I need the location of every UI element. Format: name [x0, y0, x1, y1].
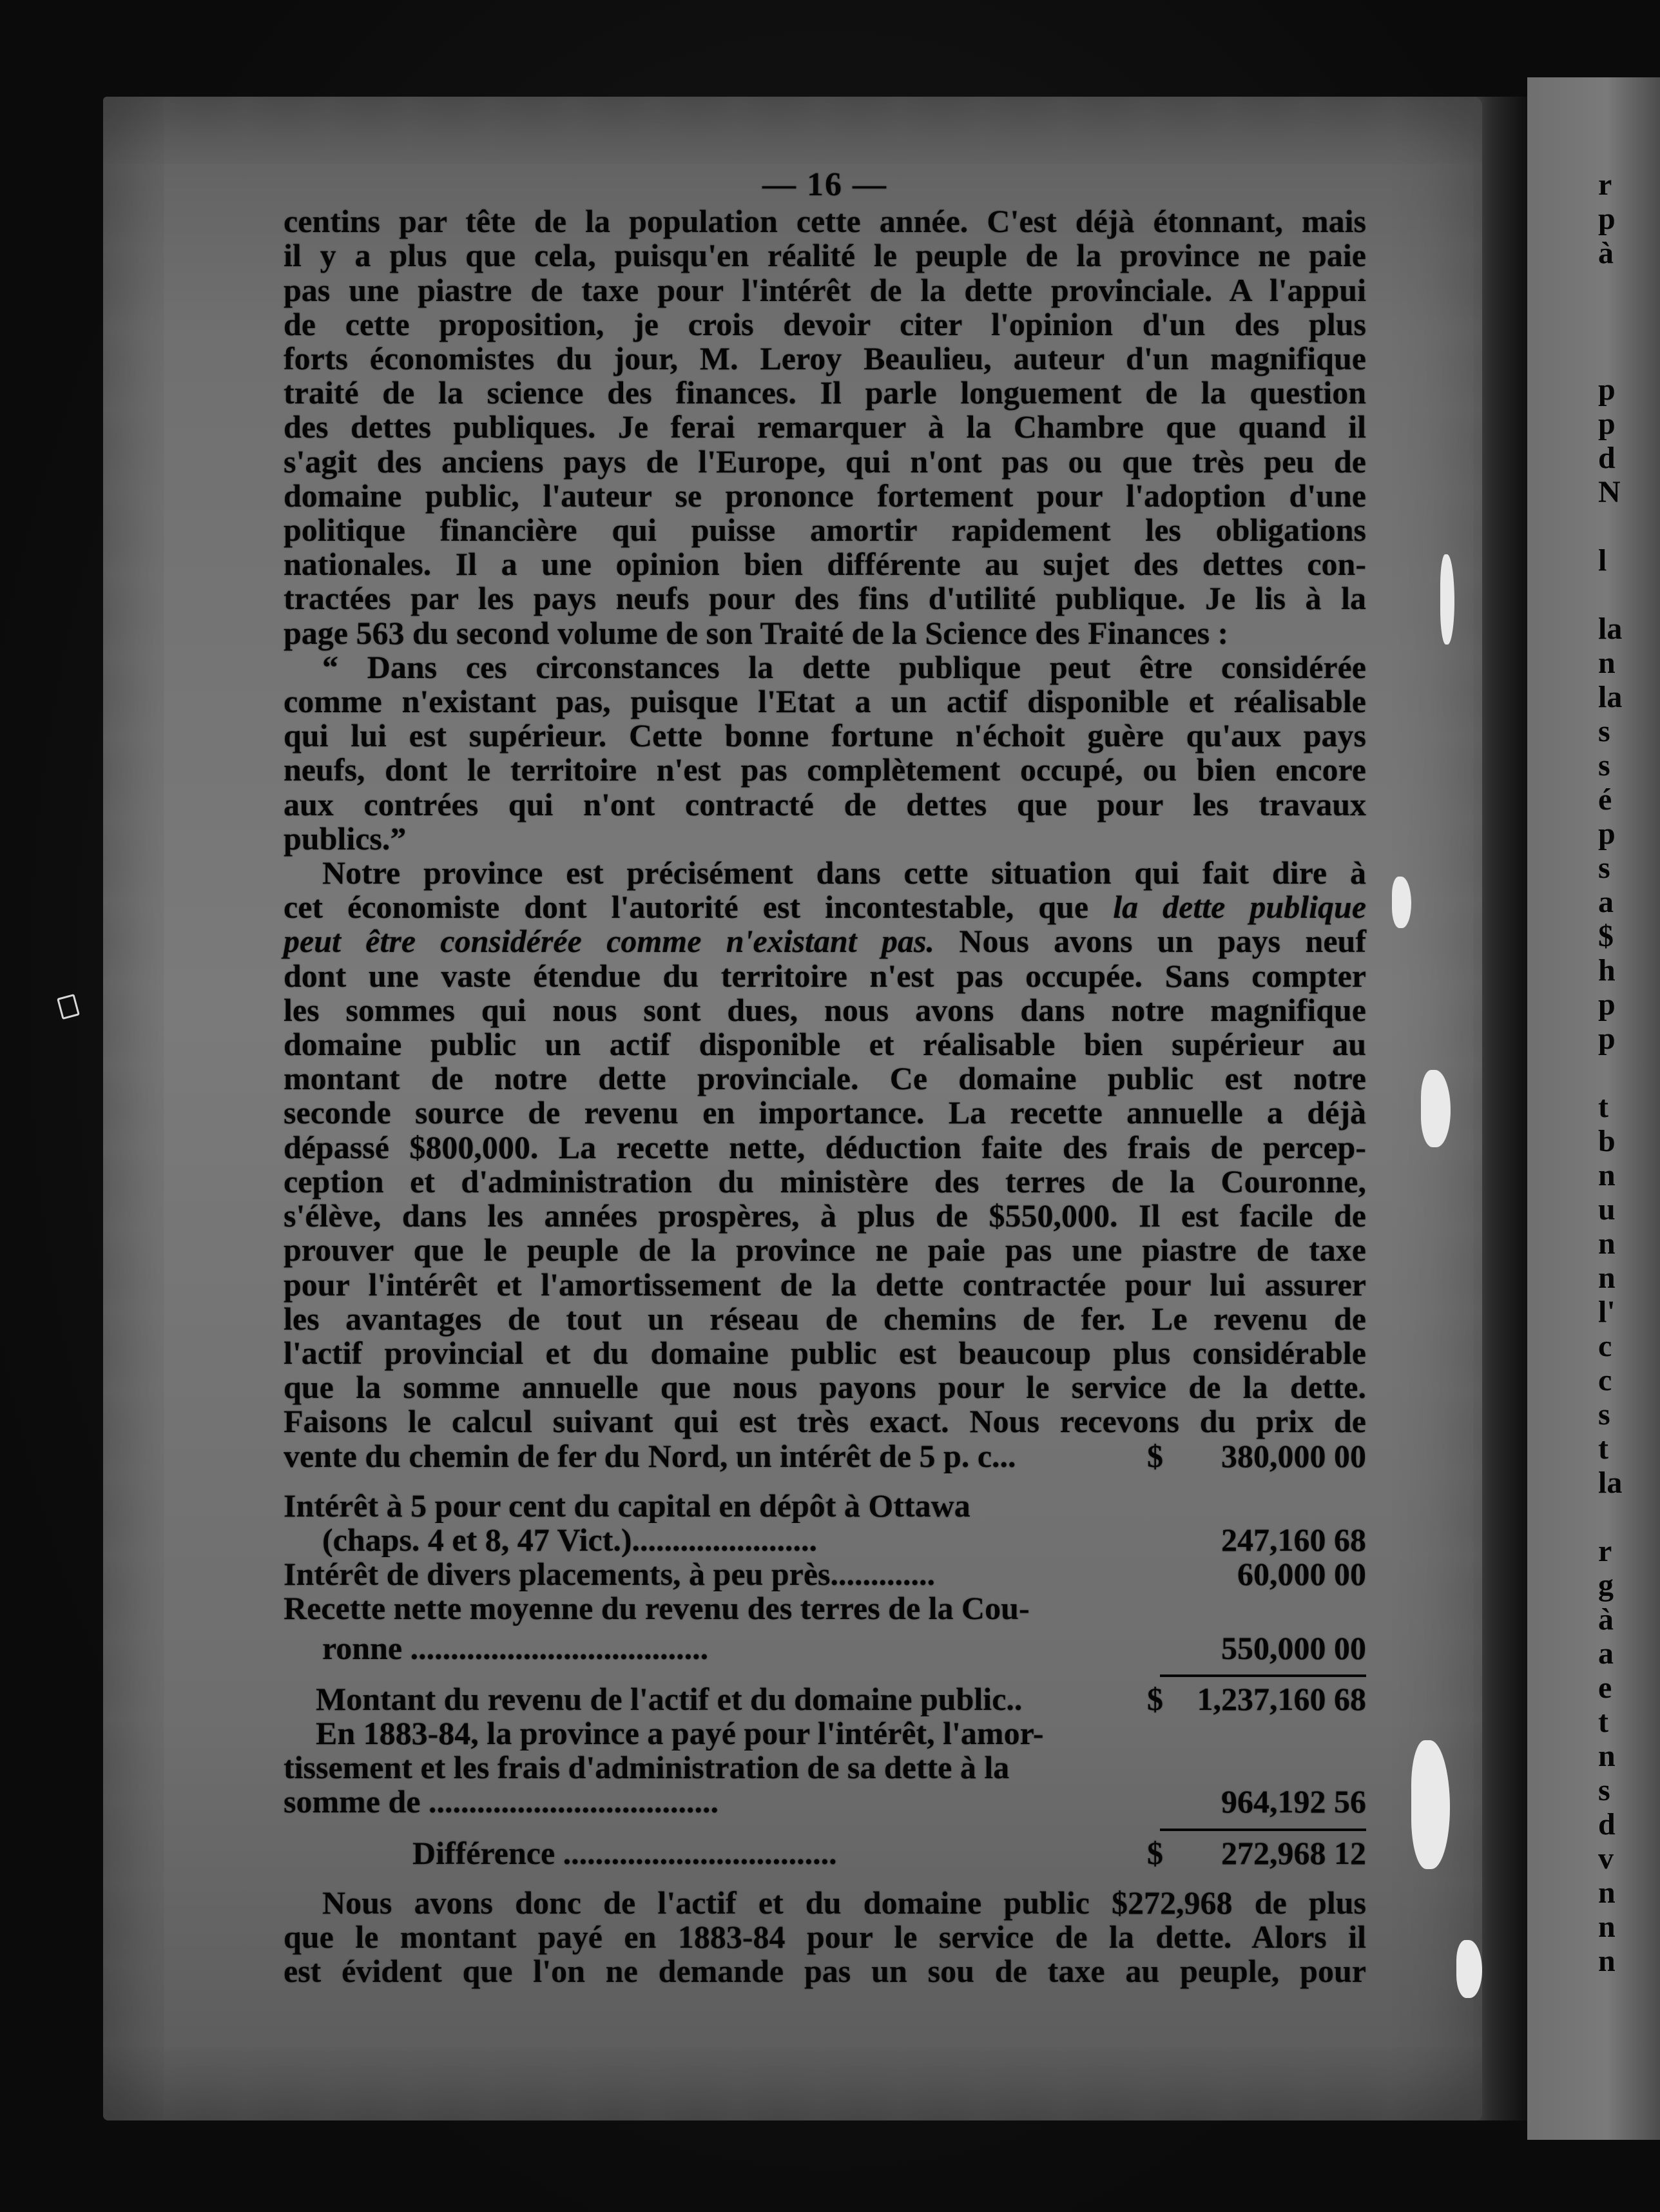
- facing-page-fragment: n: [1598, 1876, 1616, 1910]
- text-line: neufs, dont le territoire n'est pas complètement occupé, ou bien encore: [284, 752, 1366, 788]
- second-paragraph: [284, 856, 1366, 1439]
- facing-page-fragment: b: [1598, 1124, 1616, 1158]
- facing-page-fragment: d: [1598, 441, 1616, 475]
- facing-page-fragment: à: [1598, 1602, 1614, 1636]
- currency-sign: $: [1147, 1437, 1163, 1474]
- facing-page-fragment: n: [1598, 1910, 1616, 1944]
- row-amount: 964,192 56: [1221, 1783, 1366, 1820]
- text-line: que la somme annuelle que nous payons pour le service de la dette.: [284, 1369, 1366, 1406]
- facing-page-fragment: la: [1598, 612, 1623, 646]
- text-line: centins par tête de la population cette année. C'est déjà étonnant, mais: [284, 203, 1366, 240]
- row-label: En 1883-84, la province a payé pour l'intérêt, l'amor-: [316, 1716, 1044, 1751]
- facing-page-fragment: p: [1598, 373, 1616, 407]
- facing-page-fragment: n: [1598, 1261, 1616, 1295]
- facing-page-fragment: t: [1598, 1431, 1608, 1466]
- paper-damage: [1392, 877, 1411, 928]
- row-label: Intérêt de divers placements, à peu près.............: [284, 1557, 935, 1592]
- text-run: cet économiste dont l'autorité est incontestable, que: [284, 889, 1089, 926]
- paper-damage: [1456, 1940, 1482, 1998]
- row-label: tissement et les frais d'administration de sa dette à la: [284, 1751, 1010, 1785]
- facing-page-fragment: p: [1598, 1022, 1616, 1056]
- facing-page-fragment: n: [1598, 646, 1616, 680]
- facing-page-fragment: u: [1598, 1192, 1616, 1227]
- text-line: qui lui est supérieur. Cette bonne fortune n'échoit guère qu'aux pays: [284, 717, 1366, 754]
- text-line: ception et d'administration du ministère des terres de la Couronne,: [284, 1163, 1366, 1199]
- text-line: dépassé $800,000. La recette nette, déduction faite des frais de percep-: [284, 1129, 1366, 1165]
- facing-page-fragment: t: [1598, 1090, 1608, 1124]
- facing-page-fragment: e: [1598, 1671, 1612, 1705]
- text-line: s'agit des anciens pays de l'Europe, qui n'ont pas ou que très peu de: [284, 443, 1366, 480]
- facing-page-fragment: g: [1598, 1568, 1614, 1602]
- text-line: les avantages de tout un réseau de chemins de fer. Le revenu de: [284, 1300, 1366, 1337]
- text-line: traité de la science des finances. Il parle longuement de la question: [284, 374, 1366, 411]
- revenue-table: [284, 1439, 1366, 1870]
- facing-page-fragment: [1598, 338, 1660, 373]
- paper-damage: [1421, 1070, 1451, 1147]
- text-line: comme n'existant pas, puisque l'Etat a un actif disponible et réalisable: [284, 683, 1366, 720]
- text-line: Notre province est précisément dans cette situation qui fait dire à: [322, 855, 1366, 891]
- row-label: somme de ....................................: [284, 1785, 719, 1819]
- text-line: montant de notre dette provinciale. Ce domaine public est notre: [284, 1060, 1366, 1097]
- row-label: Différence ..................................: [412, 1836, 837, 1870]
- table-row: [284, 1523, 1366, 1557]
- table-row: [284, 1439, 1366, 1473]
- text-line: il y a plus que cela, puisqu'en réalité le peuple de la province ne paie: [284, 237, 1366, 274]
- facing-page-fragment: a: [1598, 885, 1614, 919]
- facing-page-fragment: l': [1598, 1295, 1616, 1329]
- facing-page-fragment: s: [1598, 851, 1610, 885]
- row-amount: 272,968 12: [1221, 1834, 1366, 1871]
- quotation: [284, 650, 1366, 856]
- row-amount: 1,237,160 68: [1197, 1680, 1366, 1717]
- facing-page-fragment: a: [1598, 1636, 1614, 1671]
- page-text: [284, 168, 1366, 1988]
- table-row: [284, 1489, 1366, 1523]
- text-line: que le montant payé en 1883-84 pour le service de la dette. Alors il: [284, 1918, 1366, 1955]
- row-label: (chaps. 4 et 8, 47 Vict.).......................: [322, 1522, 817, 1558]
- text-line: les sommes qui nous sont dues, nous avons dans notre magnifique: [284, 991, 1366, 1028]
- text-line: l'actif provincial et du domaine public est beaucoup plus considérable: [284, 1334, 1366, 1371]
- facing-page-fragment: s: [1598, 1773, 1610, 1807]
- table-row: [284, 1631, 1366, 1665]
- table-row: [284, 1591, 1366, 1625]
- row-label: vente du chemin de fer du Nord, un intérêt de 5 p. c...: [284, 1439, 1016, 1473]
- facing-page-fragment: s: [1598, 714, 1610, 748]
- facing-page-fragment: s: [1598, 748, 1610, 782]
- text-line: s'élève, dans les années prospères, à plus de $550,000. Il est facile de: [284, 1198, 1366, 1234]
- total-row: [284, 1682, 1366, 1716]
- text-line: forts économistes du jour, M. Leroy Beaulieu, auteur d'un magnifique: [284, 340, 1366, 377]
- row-label: ronne .....................................: [322, 1631, 709, 1665]
- scan-edge-mark: [57, 994, 80, 1020]
- text-line: publics.”: [284, 820, 407, 857]
- facing-page-fragment: p: [1598, 407, 1616, 441]
- text-line: politique financière qui puisse amortir rapidement les obligations: [284, 512, 1366, 548]
- text-line: [284, 924, 1366, 958]
- facing-page-fragment: r: [1598, 168, 1612, 202]
- text-line: tractées par les pays neufs pour des fins d'utilité publique. Je lis à la: [284, 580, 1366, 617]
- text-line: des dettes publiques. Je ferai remarquer à la Chambre que quand il: [284, 409, 1366, 445]
- text-line: pas une piastre de taxe pour l'intérêt de la dette provinciale. A l'appui: [284, 271, 1366, 308]
- facing-page-fragment: s: [1598, 1397, 1610, 1431]
- facing-page-fragment: [1598, 304, 1660, 338]
- sum-rule: [1160, 1674, 1366, 1677]
- facing-page-fragment: d: [1598, 1807, 1616, 1841]
- facing-page-fragment: [1598, 509, 1660, 543]
- facing-page-fragment: c: [1598, 1329, 1612, 1363]
- italic-quote: la dette publique: [1113, 889, 1367, 926]
- text-line: domaine public, l'auteur se prononce fortement pour l'adoption d'une: [284, 477, 1366, 514]
- paper-damage: [1440, 554, 1454, 645]
- row-label: Intérêt à 5 pour cent du capital en dépôt à Ottawa: [284, 1488, 970, 1523]
- facing-page-fragment: c: [1598, 1363, 1612, 1397]
- facing-page-fragment: [1598, 1056, 1660, 1090]
- text-line: Nous avons donc de l'actif et du domaine public $272,968 de plus: [322, 1884, 1366, 1921]
- text-line: pour l'intérêt et l'amortissement de la dette contractée pour lui assurer: [284, 1266, 1366, 1303]
- table-row: [284, 1785, 1366, 1819]
- facing-page-fragment: p: [1598, 987, 1616, 1022]
- table-row: [284, 1716, 1366, 1751]
- page-number: — 16 —: [762, 166, 887, 203]
- row-label: Montant du revenu de l'actif et du domaine public..: [316, 1682, 1023, 1716]
- closing-paragraph: [284, 1886, 1366, 1989]
- text-line: est évident que l'on ne demande pas un sou de taxe au peuple, pour: [284, 1953, 1366, 1990]
- table-row: [284, 1751, 1366, 1785]
- text-line: page 563 du second volume de son Traité de la Science des Finances :: [284, 614, 1229, 651]
- facing-page-fragment: n: [1598, 1739, 1616, 1773]
- text-line: prouver que le peuple de la province ne paie pas une piastre de taxe: [284, 1232, 1366, 1268]
- facing-page-fragment: n: [1598, 1158, 1616, 1192]
- row-amount: 247,160 68: [1221, 1521, 1366, 1558]
- facing-page-fragment: [1598, 270, 1660, 304]
- row-amount: 60,000 00: [1237, 1556, 1366, 1593]
- facing-page-fragment: à: [1598, 236, 1614, 270]
- italic-quote: peut être considérée comme n'existant pas.: [284, 923, 934, 960]
- facing-page-fragment: p: [1598, 202, 1616, 236]
- text-line: de cette proposition, je crois devoir citer l'opinion d'un des plus: [284, 306, 1366, 342]
- facing-page-fragment: r: [1598, 1534, 1612, 1568]
- text-line: Faisons le calcul suivant qui est très exact. Nous recevons du prix de: [284, 1403, 1366, 1440]
- text-line: [284, 890, 1366, 924]
- row-amount: 380,000 00: [1221, 1437, 1366, 1474]
- facing-page-fragment: [1598, 1500, 1660, 1534]
- text-line: aux contrées qui n'ont contracté de dettes que pour les travaux: [284, 786, 1366, 822]
- currency-sign: $: [1147, 1680, 1163, 1717]
- facing-page-fragment: h: [1598, 953, 1616, 987]
- facing-page-fragment: la: [1598, 1466, 1623, 1500]
- facing-page-fragment: p: [1598, 817, 1616, 851]
- facing-page-fragment: l: [1598, 543, 1607, 577]
- facing-page-fragment: v: [1598, 1841, 1614, 1876]
- text-line: seconde source de revenu en importance. La recette annuelle a déjà: [284, 1094, 1366, 1131]
- facing-page-fragment: N: [1598, 475, 1621, 509]
- row-label: Recette nette moyenne du revenu des terres de la Cou-: [284, 1591, 1030, 1626]
- currency-sign: $: [1147, 1834, 1163, 1871]
- sum-rule: [1160, 1829, 1366, 1831]
- intro-paragraph: [284, 204, 1366, 650]
- facing-page-fragment: t: [1598, 1705, 1608, 1739]
- text-line: nationales. Il a une opinion bien différente au sujet des dettes con-: [284, 546, 1366, 583]
- facing-page-fragment: n: [1598, 1227, 1616, 1261]
- facing-page-text: [1598, 168, 1660, 1978]
- row-amount: 550,000 00: [1221, 1629, 1366, 1666]
- facing-page-fragment: la: [1598, 680, 1623, 714]
- text-run: Nous avons un pays neuf: [959, 923, 1367, 960]
- difference-row: [284, 1836, 1366, 1870]
- text-line: “ Dans ces circonstances la dette publique peut être considérée: [322, 648, 1366, 685]
- facing-page-fragment: $: [1598, 919, 1614, 953]
- table-row: [284, 1557, 1366, 1591]
- facing-page-fragment: n: [1598, 1944, 1616, 1978]
- text-line: domaine public un actif disponible et réalisable bien supérieur au: [284, 1026, 1366, 1063]
- facing-page-fragment: é: [1598, 782, 1612, 817]
- facing-page-fragment: [1598, 577, 1660, 612]
- text-line: dont une vaste étendue du territoire n'est pas occupée. Sans compter: [284, 957, 1366, 994]
